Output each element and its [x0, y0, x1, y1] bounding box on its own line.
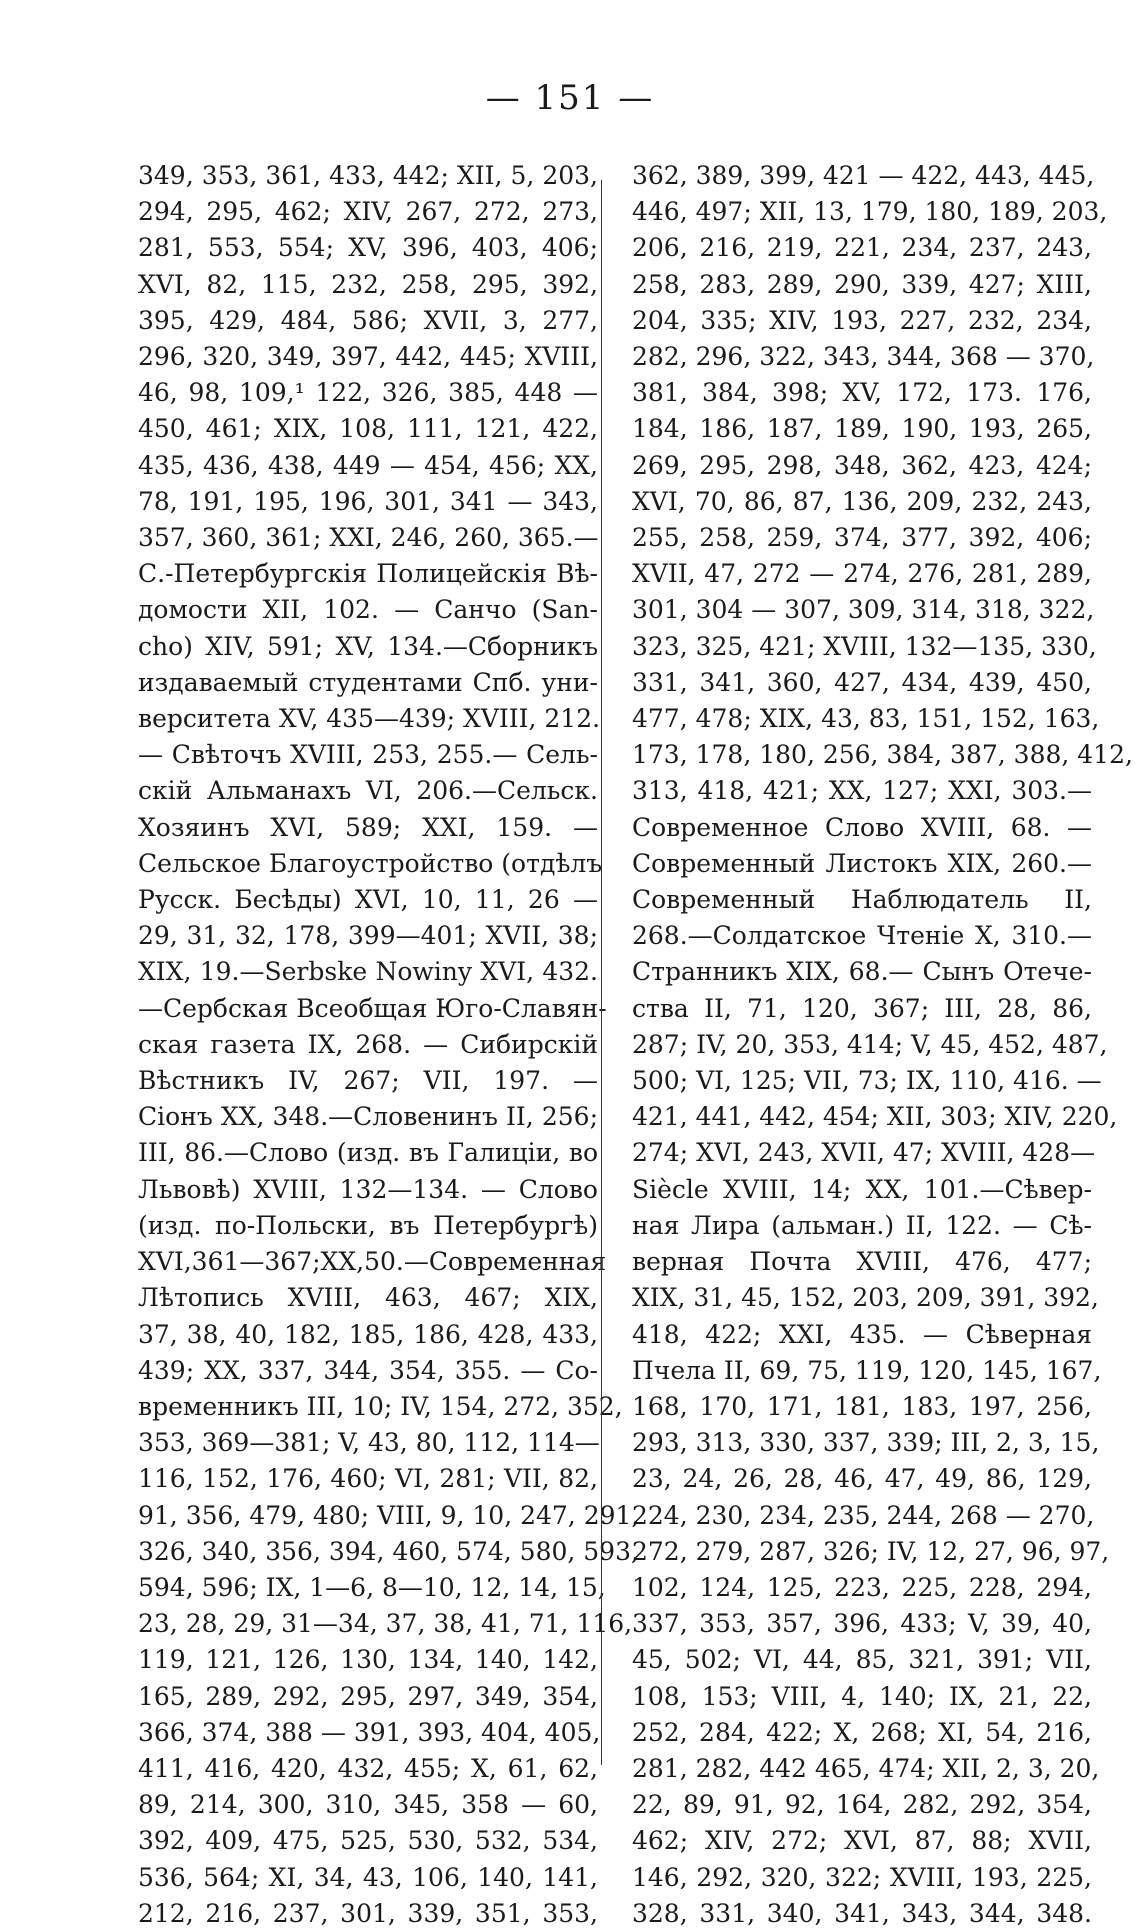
text-line: 281, 282, 442 465, 474; XII, 2, 3, 20,: [632, 1753, 1100, 1783]
text-line: 78, 191, 195, 196, 301, 341 — 343,: [138, 486, 598, 516]
text-line: 252, 284, 422; X, 268; XI, 54, 216,: [632, 1717, 1092, 1747]
text-line: Львовѣ) XVIII, 132—134. — Слово: [138, 1174, 598, 1204]
text-line: 349, 353, 361, 433, 442; XII, 5, 203,: [138, 161, 598, 190]
text-line: 294, 295, 462; XIV, 267, 272, 273,: [138, 197, 598, 227]
text-line: 168, 170, 171, 181, 183, 197, 256,: [632, 1391, 1092, 1421]
text-line: домости XII, 102. — Санчо (San-: [138, 595, 598, 625]
text-line: верная Почта XVIII, 476, 477;: [632, 1247, 1092, 1277]
text-line: 255, 258, 259, 374, 377, 392, 406;: [632, 523, 1092, 553]
text-line: XIX, 31, 45, 152, 203, 209, 391, 392,: [632, 1283, 1099, 1313]
text-line: 594, 596; IX, 1—6, 8—10, 12, 14, 15,: [138, 1572, 606, 1602]
text-line: 301, 304 — 307, 309, 314, 318, 322,: [632, 595, 1095, 625]
text-line: верситета XV, 435—439; XVIII, 212.: [138, 704, 601, 734]
text-line: 146, 292, 320, 322; XVIII, 193, 225,: [632, 1862, 1092, 1892]
text-line: издаваемый студентами Спб. уни-: [138, 667, 598, 697]
text-line: 392, 409, 475, 525, 530, 532, 534,: [138, 1826, 598, 1856]
text-line: 269, 295, 298, 348, 362, 423, 424;: [632, 450, 1092, 480]
text-line: 337, 353, 357, 396, 433; V, 39, 40,: [632, 1609, 1092, 1639]
text-line: 119, 121, 126, 130, 134, 140, 142,: [138, 1645, 598, 1675]
text-line: 366, 374, 388 — 391, 393, 404, 405,: [138, 1717, 601, 1747]
text-line: Сіонъ XX, 348.—Словенинъ II, 256;: [138, 1102, 598, 1132]
text-line: XVI,361—367;XX,50.—Современная: [138, 1247, 607, 1277]
text-line: С.-Петербургскія Полицейскія Вѣ-: [138, 559, 598, 589]
text-line: 462; XIV, 272; XVI, 87, 88; XVII,: [632, 1826, 1092, 1856]
text-line: 272, 279, 287, 326; IV, 12, 27, 96, 97,: [632, 1536, 1110, 1566]
text-line: Странникъ XIX, 68.— Сынъ Отече-: [632, 957, 1092, 987]
text-line: 446, 497; XII, 13, 179, 180, 189, 203,: [632, 197, 1108, 227]
text-line: 173, 178, 180, 256, 384, 387, 388, 412,: [632, 740, 1133, 770]
text-line: ская газета IX, 268. — Сибирскій: [138, 1029, 598, 1059]
left-column: [138, 158, 640, 1932]
text-line: XVI, 70, 86, 87, 136, 209, 232, 243,: [632, 486, 1092, 516]
text-line: 23, 28, 29, 31—34, 37, 38, 41, 71, 116,: [138, 1609, 633, 1639]
text-line: 287; IV, 20, 353, 414; V, 45, 452, 487,: [632, 1029, 1108, 1059]
text-line: 296, 320, 349, 397, 442, 445; XVIII,: [138, 342, 598, 372]
text-line: XVI, 82, 115, 232, 258, 295, 392,: [138, 269, 598, 299]
text-line: 274; XVI, 243, XVII, 47; XVIII, 428—: [632, 1138, 1096, 1168]
text-line: Сельское Благоустройство (отдѣлъ: [138, 848, 603, 878]
text-line: 23, 24, 26, 28, 46, 47, 49, 86, 129,: [632, 1464, 1092, 1494]
text-line: 91, 356, 479, 480; VIII, 9, 10, 247, 291,: [138, 1500, 640, 1530]
text-line: — Свѣточъ XVIII, 253, 255.— Сель-: [138, 740, 598, 770]
text-line: 435, 436, 438, 449 — 454, 456; XX,: [138, 450, 598, 480]
text-line: III, 86.—Слово (изд. въ Галиціи, во: [138, 1138, 598, 1168]
text-line: 258, 283, 289, 290, 339, 427; XIII,: [632, 269, 1092, 299]
text-line: 395, 429, 484, 586; XVII, 3, 277,: [138, 305, 598, 335]
text-line: 212, 216, 237, 301, 339, 351, 353,: [138, 1898, 598, 1928]
text-line: ства II, 71, 120, 367; III, 28, 86,: [632, 993, 1092, 1023]
right-column: [632, 158, 1133, 1932]
text-line: временникъ III, 10; IV, 154, 272, 352,: [138, 1391, 623, 1421]
text-line: скій Альманахъ VI, 206.—Сельск.: [138, 776, 598, 806]
page-number: — 151 —: [485, 78, 655, 118]
text-line: Siècle XVIII, 14; XX, 101.—Сѣвер-: [632, 1174, 1092, 1204]
text-line: 353, 369—381; V, 43, 80, 112, 114—: [138, 1428, 600, 1458]
text-line: cho) XIV, 591; XV, 134.—Сборникъ: [138, 631, 598, 661]
text-line: 22, 89, 91, 92, 164, 282, 292, 354,: [632, 1790, 1092, 1820]
text-line: 29, 31, 32, 178, 399—401; XVII, 38;: [138, 921, 598, 951]
text-line: 323, 325, 421; XVIII, 132—135, 330,: [632, 631, 1097, 661]
text-line: 500; VI, 125; VII, 73; IX, 110, 416. —: [632, 1066, 1102, 1096]
text-line: 102, 124, 125, 223, 225, 228, 294,: [632, 1572, 1092, 1602]
text-line: 165, 289, 292, 295, 297, 349, 354,: [138, 1681, 598, 1711]
column-divider: [601, 180, 602, 1765]
text-line: 45, 502; VI, 44, 85, 321, 391; VII,: [632, 1645, 1092, 1675]
text-line: 46, 98, 109,¹ 122, 326, 385, 448 —: [138, 378, 598, 408]
text-line: 116, 152, 176, 460; VI, 281; VII, 82,: [138, 1464, 598, 1494]
text-line: 224, 230, 234, 235, 244, 268 — 270,: [632, 1500, 1095, 1530]
text-line: 37, 38, 40, 182, 185, 186, 428, 433,: [138, 1319, 598, 1349]
text-line: Современный Листокъ XIX, 260.—: [632, 848, 1092, 878]
text-line: 439; XX, 337, 344, 354, 355. — Со-: [138, 1355, 598, 1385]
text-line: (изд. по-Польски, въ Петербургѣ): [138, 1210, 598, 1240]
text-line: —Сербская Всеобщая Юго-Славян-: [138, 993, 607, 1023]
text-line: 293, 313, 330, 337, 339; III, 2, 3, 15,: [632, 1428, 1100, 1458]
text-line: 328, 331, 340, 341, 343, 344, 348.: [632, 1898, 1092, 1928]
text-line: 282, 296, 322, 343, 344, 368 — 370,: [632, 342, 1095, 372]
text-line: 89, 214, 300, 310, 345, 358 — 60,: [138, 1790, 598, 1820]
text-line: XIX, 19.—Serbske Nowiny XVI, 432.: [138, 957, 598, 987]
text-line: Хозяинъ XVI, 589; XXI, 159. —: [138, 812, 598, 842]
text-line: 313, 418, 421; XX, 127; XXI, 303.—: [632, 776, 1092, 806]
text-line: 421, 441, 442, 454; XII, 303; XIV, 220,: [632, 1102, 1118, 1132]
text-line: Лѣтопись XVIII, 463, 467; XIX,: [138, 1283, 598, 1313]
text-line: 281, 553, 554; XV, 396, 403, 406;: [138, 233, 598, 263]
text-line: 331, 341, 360, 427, 434, 439, 450,: [632, 667, 1092, 697]
text-line: 108, 153; VIII, 4, 140; IX, 21, 22,: [632, 1681, 1092, 1711]
text-line: Русск. Бесѣды) XVI, 10, 11, 26 —: [138, 885, 598, 915]
text-line: 362, 389, 399, 421 — 422, 443, 445,: [632, 161, 1095, 190]
text-line: 268.—Солдатское Чтеніе X, 310.—: [632, 921, 1092, 951]
text-line: 184, 186, 187, 189, 190, 193, 265,: [632, 414, 1092, 444]
text-line: Современный Наблюдатель II,: [632, 885, 1092, 915]
text-line: 357, 360, 361; XXI, 246, 260, 365.—: [138, 523, 599, 553]
text-line: 326, 340, 356, 394, 460, 574, 580, 593,: [138, 1536, 639, 1566]
text-line: 450, 461; XIX, 108, 111, 121, 422,: [138, 414, 598, 444]
text-line: Вѣстникъ IV, 267; VII, 197. —: [138, 1066, 598, 1096]
text-line: XVII, 47, 272 — 274, 276, 281, 289,: [632, 559, 1092, 589]
text-line: ная Лира (альман.) II, 122. — Сѣ-: [632, 1210, 1092, 1240]
text-line: 381, 384, 398; XV, 172, 173. 176,: [632, 378, 1092, 408]
text-line: 411, 416, 420, 432, 455; X, 61, 62,: [138, 1753, 598, 1783]
text-line: 536, 564; XI, 34, 43, 106, 140, 141,: [138, 1862, 598, 1892]
text-line: 204, 335; XIV, 193, 227, 232, 234,: [632, 305, 1092, 335]
text-line: Современное Слово XVIII, 68. —: [632, 812, 1092, 842]
text-line: 477, 478; XIX, 43, 83, 151, 152, 163,: [632, 704, 1100, 734]
text-line: 418, 422; XXI, 435. — Сѣверная: [632, 1319, 1092, 1349]
text-line: Пчела II, 69, 75, 119, 120, 145, 167,: [632, 1355, 1102, 1385]
text-line: 206, 216, 219, 221, 234, 237, 243,: [632, 233, 1092, 263]
